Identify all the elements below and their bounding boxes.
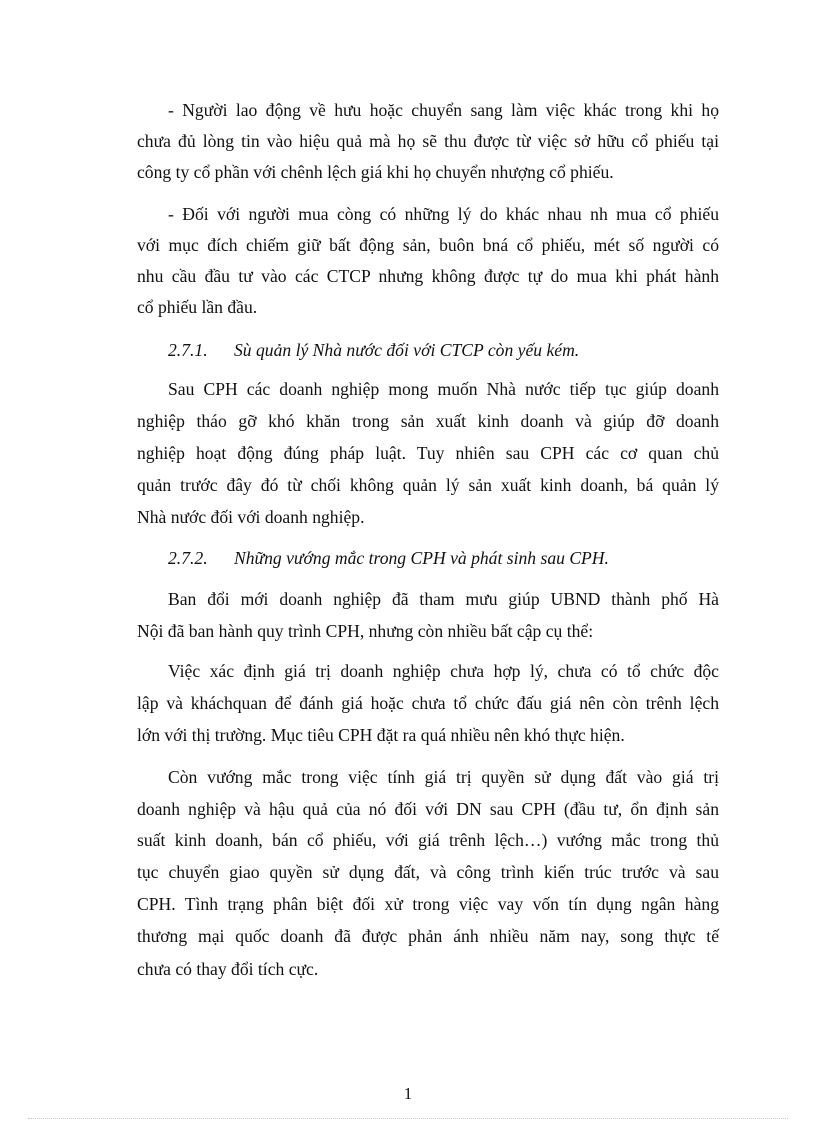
body-text-line: chưa có thay đổi tích cực.: [137, 959, 319, 979]
body-text-line: Ban đổi mới doanh nghiệp đã tham mưu giúp UBND thành phố Hà: [168, 589, 719, 609]
body-text-line: nghiệp hoạt động đúng pháp luật. Tuy nhiên sau CPH các cơ quan chủ: [137, 443, 719, 463]
body-text-line: quản trước đây đó từ chối không quản lý sản xuất kinh doanh, bá quản lý: [137, 475, 719, 495]
body-text-line: lập và kháchquan để đánh giá hoặc chưa tổ chức đấu giá nên còn trênh lệch: [137, 693, 719, 713]
body-text-line: chưa đủ lòng tin vào hiệu quả mà họ sẽ thu được từ việc sở hữu cổ phiếu tại: [137, 131, 719, 151]
body-text-line: cổ phiếu lần đầu.: [137, 297, 258, 317]
body-text-line: Còn vướng mắc trong việc tính giá trị quyền sử dụng đất vào giá trị: [168, 767, 719, 787]
body-text-line: suất kinh doanh, bán cổ phiếu, với giá trênh lệch…) vướng mắc trong thủ: [137, 830, 719, 850]
section-heading: [168, 339, 579, 361]
section-title: Sù quản lý Nhà nước đối với CTCP còn yếu kém.: [234, 340, 580, 360]
section-title: Những vướng mắc trong CPH và phát sinh sau CPH.: [234, 548, 609, 568]
footer-divider: [28, 1118, 788, 1119]
body-text-line: nghiệp tháo gỡ khó khăn trong sản xuất kinh doanh và giúp đỡ doanh: [137, 411, 719, 431]
body-text-line: Nhà nước đối với doanh nghiệp.: [137, 507, 365, 527]
body-text-line: lớn với thị trường. Mục tiêu CPH đặt ra quá nhiều nên khó thực hiện.: [137, 725, 625, 745]
section-heading: [168, 547, 609, 569]
body-text-line: - Đối với người mua còng có những lý do khác nhau nh mua cổ phiếu: [168, 204, 719, 224]
body-text-line: CPH. Tình trạng phân biệt đối xử trong việc vay vốn tín dụng ngân hàng: [137, 894, 719, 914]
body-text-line: Việc xác định giá trị doanh nghiệp chưa hợp lý, chưa có tổ chức độc: [168, 661, 719, 681]
page-number: 1: [403, 1084, 413, 1103]
body-text-line: tục chuyển giao quyền sử dụng đất, và công trình kiến trúc trước và sau: [137, 862, 719, 882]
section-number: 2.7.2.: [168, 548, 208, 568]
body-text-line: nhu cầu đầu tư vào các CTCP nhưng không được tự do mua khi phát hành: [137, 266, 719, 286]
body-text-line: doanh nghiệp và hậu quả của nó đối với DN sau CPH (đầu tư, ổn định sản: [137, 799, 719, 819]
body-text-line: - Người lao động về hưu hoặc chuyển sang làm việc khác trong khi họ: [168, 100, 719, 120]
body-text-line: với mục đích chiếm giữ bất động sản, buôn bná cổ phiếu, mét số người có: [137, 235, 719, 255]
body-text-line: công ty cổ phần với chênh lệch giá khi họ chuyển nhượng cổ phiếu.: [137, 162, 614, 182]
body-text-line: Sau CPH các doanh nghiệp mong muốn Nhà nước tiếp tục giúp doanh: [168, 379, 719, 399]
body-text-line: Nội đã ban hành quy trình CPH, nhưng còn nhiều bất cập cụ thể:: [137, 621, 594, 641]
body-text-line: thương mại quốc doanh đã được phản ánh nhiều năm nay, song thực tế: [137, 926, 719, 946]
section-number: 2.7.1.: [168, 340, 208, 360]
